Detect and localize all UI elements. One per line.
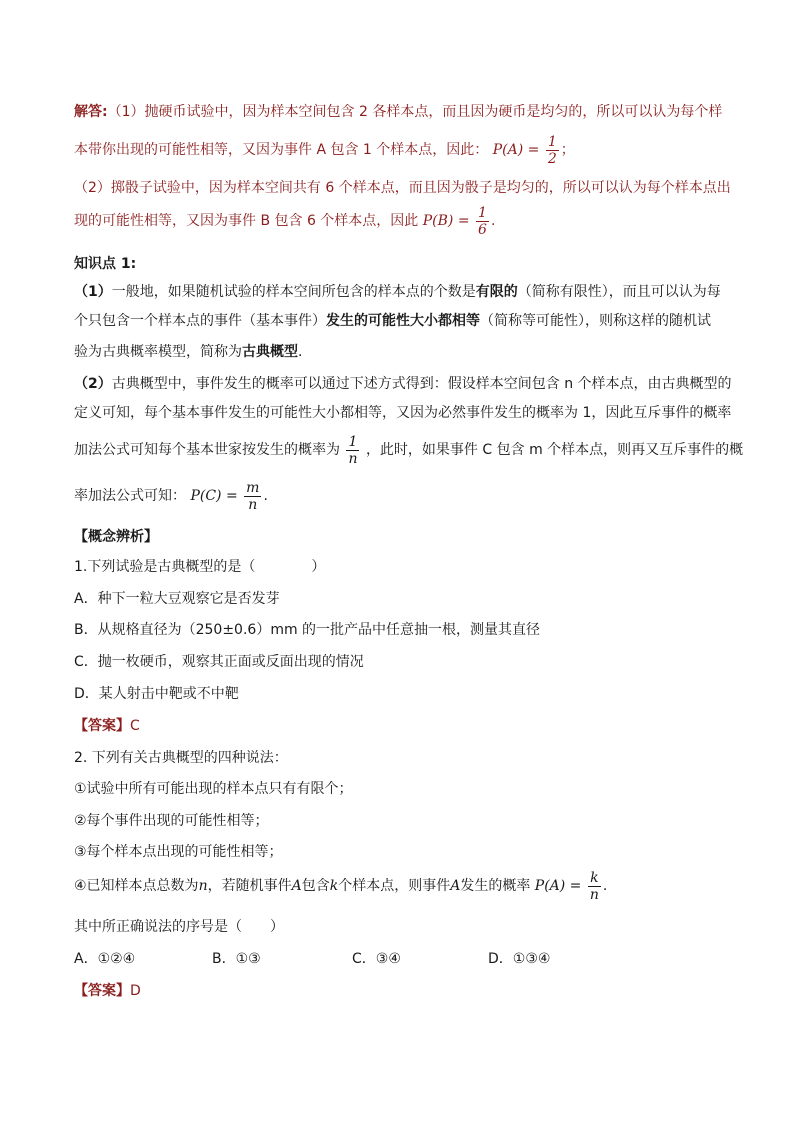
s4-text: 发生的概率: [460, 878, 531, 894]
knowledge-p1-line-3: [74, 342, 720, 362]
answer-line-2: [74, 132, 720, 168]
answer-text-3: （2）掷骰子试验中，因为样本空间共有 6 个样本点，而且因为骰子是均匀的，所以可以认为每个样本点出: [74, 180, 731, 196]
formula-pa: P(A) =: [492, 142, 540, 158]
var-a: A: [450, 878, 461, 894]
question-1-option-a: A．种下一粒大豆观察它是否发芽: [74, 591, 280, 607]
knowledge-p1-line-2: [74, 311, 720, 331]
frac-den: 2: [547, 150, 557, 167]
question-1-option-d: D．某人射击中靶或不中靶: [74, 686, 239, 702]
fraction-k-n: [588, 870, 601, 903]
answer-text-1: （1）抛硬币试验中，因为样本空间包含 2 各样本点，而且因为硬币是均匀的，所以可以认为每个样: [107, 104, 723, 120]
question-2-statement-4: [74, 868, 720, 904]
question-1-option-b: B．从规格直径为（250±0.6）mm 的一批产品中任意抽一根，测量其直径: [74, 622, 541, 638]
fraction-1-6: [476, 205, 489, 238]
question-2-stem: 2. 下列有关古典概型的四种说法：: [74, 750, 288, 766]
p1-emphasis-finite: 有限的: [475, 284, 518, 300]
answer-line-3: [74, 178, 731, 198]
question-2-option-d: D．①③④: [488, 951, 551, 967]
knowledge-p2-line-3: [74, 432, 744, 468]
s4-end: .: [602, 878, 608, 894]
answer-end-4: .: [490, 213, 496, 229]
knowledge-heading: 知识点 1:: [74, 256, 137, 272]
question-2-statement-3: ③每个样本点出现的可能性相等；: [74, 844, 283, 860]
var-n: n: [198, 878, 208, 894]
p1-text: （简称有限性），而且可以认为每: [517, 284, 721, 300]
var-k: k: [329, 878, 339, 894]
question-1-option-c: C．抛一枚硬币，观察其正面或反面出现的情况: [74, 654, 364, 670]
knowledge-p2-line-1: [74, 374, 732, 394]
question-2-option-b: B．①③: [212, 951, 261, 967]
knowledge-p2-line-4: [74, 478, 720, 514]
p1-text: 验为古典概率模型，简称为: [74, 344, 242, 360]
var-a: A: [291, 878, 302, 894]
frac-den: n: [589, 886, 599, 903]
frac-num: k: [588, 870, 601, 887]
answer-label: 【答案】: [74, 983, 130, 999]
frac-num: 1: [547, 133, 557, 150]
fraction-m-n: [244, 480, 261, 513]
frac-num: m: [246, 479, 260, 496]
knowledge-p2-line-2: 定义可知，每个基本事件发生的可能性大小都相等，又因为必然事件发生的概率为 1，因此互斥事件的概率: [74, 405, 732, 421]
answer-line-1: [74, 102, 723, 122]
s4-text: 个样本点，则事件: [338, 878, 451, 894]
knowledge-p1-line-1: [74, 282, 720, 302]
frac-num: 1: [478, 204, 487, 221]
s4-text: ，若随机事件: [207, 878, 292, 894]
formula-pb: P(B) =: [422, 213, 470, 229]
answer-line-4: [74, 203, 720, 239]
answer-value: D: [130, 983, 141, 999]
question-1-answer: [74, 716, 720, 736]
p1-emphasis-classical: 古典概型: [242, 344, 298, 360]
fraction-1-2: [546, 134, 559, 167]
answer-label: 【答案】: [74, 718, 130, 734]
question-2-statement-1: ①试验中所有可能出现的样本点只有有限个；: [74, 781, 353, 797]
question-2-ask: 其中所正确说法的序号是（ ）: [74, 919, 284, 935]
p1-text: 一般地，如果随机试验的样本空间所包含的样本点的个数是: [111, 284, 476, 300]
p1-text: .: [298, 344, 303, 360]
question-2-option-c: C．③④: [352, 951, 401, 967]
s4-text: ④已知样本点总数为: [74, 878, 199, 894]
formula-pa-k: P(A) =: [534, 878, 582, 894]
frac-den: n: [248, 496, 258, 513]
p1-emphasis-equal: 发生的可能性大小都相等: [326, 313, 480, 329]
p2-end: .: [263, 488, 268, 504]
answer-value: C: [130, 718, 140, 734]
answer-text-4: 现的可能性相等，又因为事件 B 包含 6 个样本点，因此: [74, 213, 419, 229]
question-2-statement-2: ②每个事件出现的可能性相等；: [74, 813, 269, 829]
answer-end-2: ；: [560, 142, 575, 158]
question-2-option-a: A．①②④: [74, 951, 136, 967]
answer-label: 解答:: [74, 104, 108, 120]
concept-heading: 【概念辨析】: [74, 529, 158, 545]
p1-text: 个只包含一个样本点的事件（基本事件）: [74, 313, 326, 329]
formula-pc: P(C) =: [190, 488, 238, 504]
question-2-options: [74, 949, 720, 969]
p2-text: ，此时，如果事件 C 包含 m 个样本点，则再又互斥事件的概: [365, 442, 744, 458]
p2-text: 加法公式可知每个基本世家按发生的概率为: [74, 442, 340, 458]
p2-text: 古典概型中，事件发生的概率可以通过下述方式得到：假设样本空间包含 n 个样本点，由古典概型的: [111, 376, 732, 392]
question-1-stem: 1.下列试验是古典概型的是（ ）: [74, 559, 326, 575]
frac-num: 1: [346, 434, 359, 451]
p1-number: （1）: [74, 284, 112, 300]
s4-text: 包含: [301, 878, 330, 894]
p2-text: 率加法公式可知：: [74, 488, 186, 504]
answer-text-2: 本带你出现的可能性相等，又因为事件 A 包含 1 个样本点，因此：: [74, 142, 489, 158]
question-2-answer: [74, 981, 720, 1001]
fraction-1-n: [346, 434, 359, 467]
frac-den: 6: [478, 221, 487, 238]
p2-number: （2）: [74, 376, 112, 392]
p1-text: （简称等可能性），则称这样的随机试: [480, 313, 711, 329]
frac-den: n: [348, 450, 358, 467]
